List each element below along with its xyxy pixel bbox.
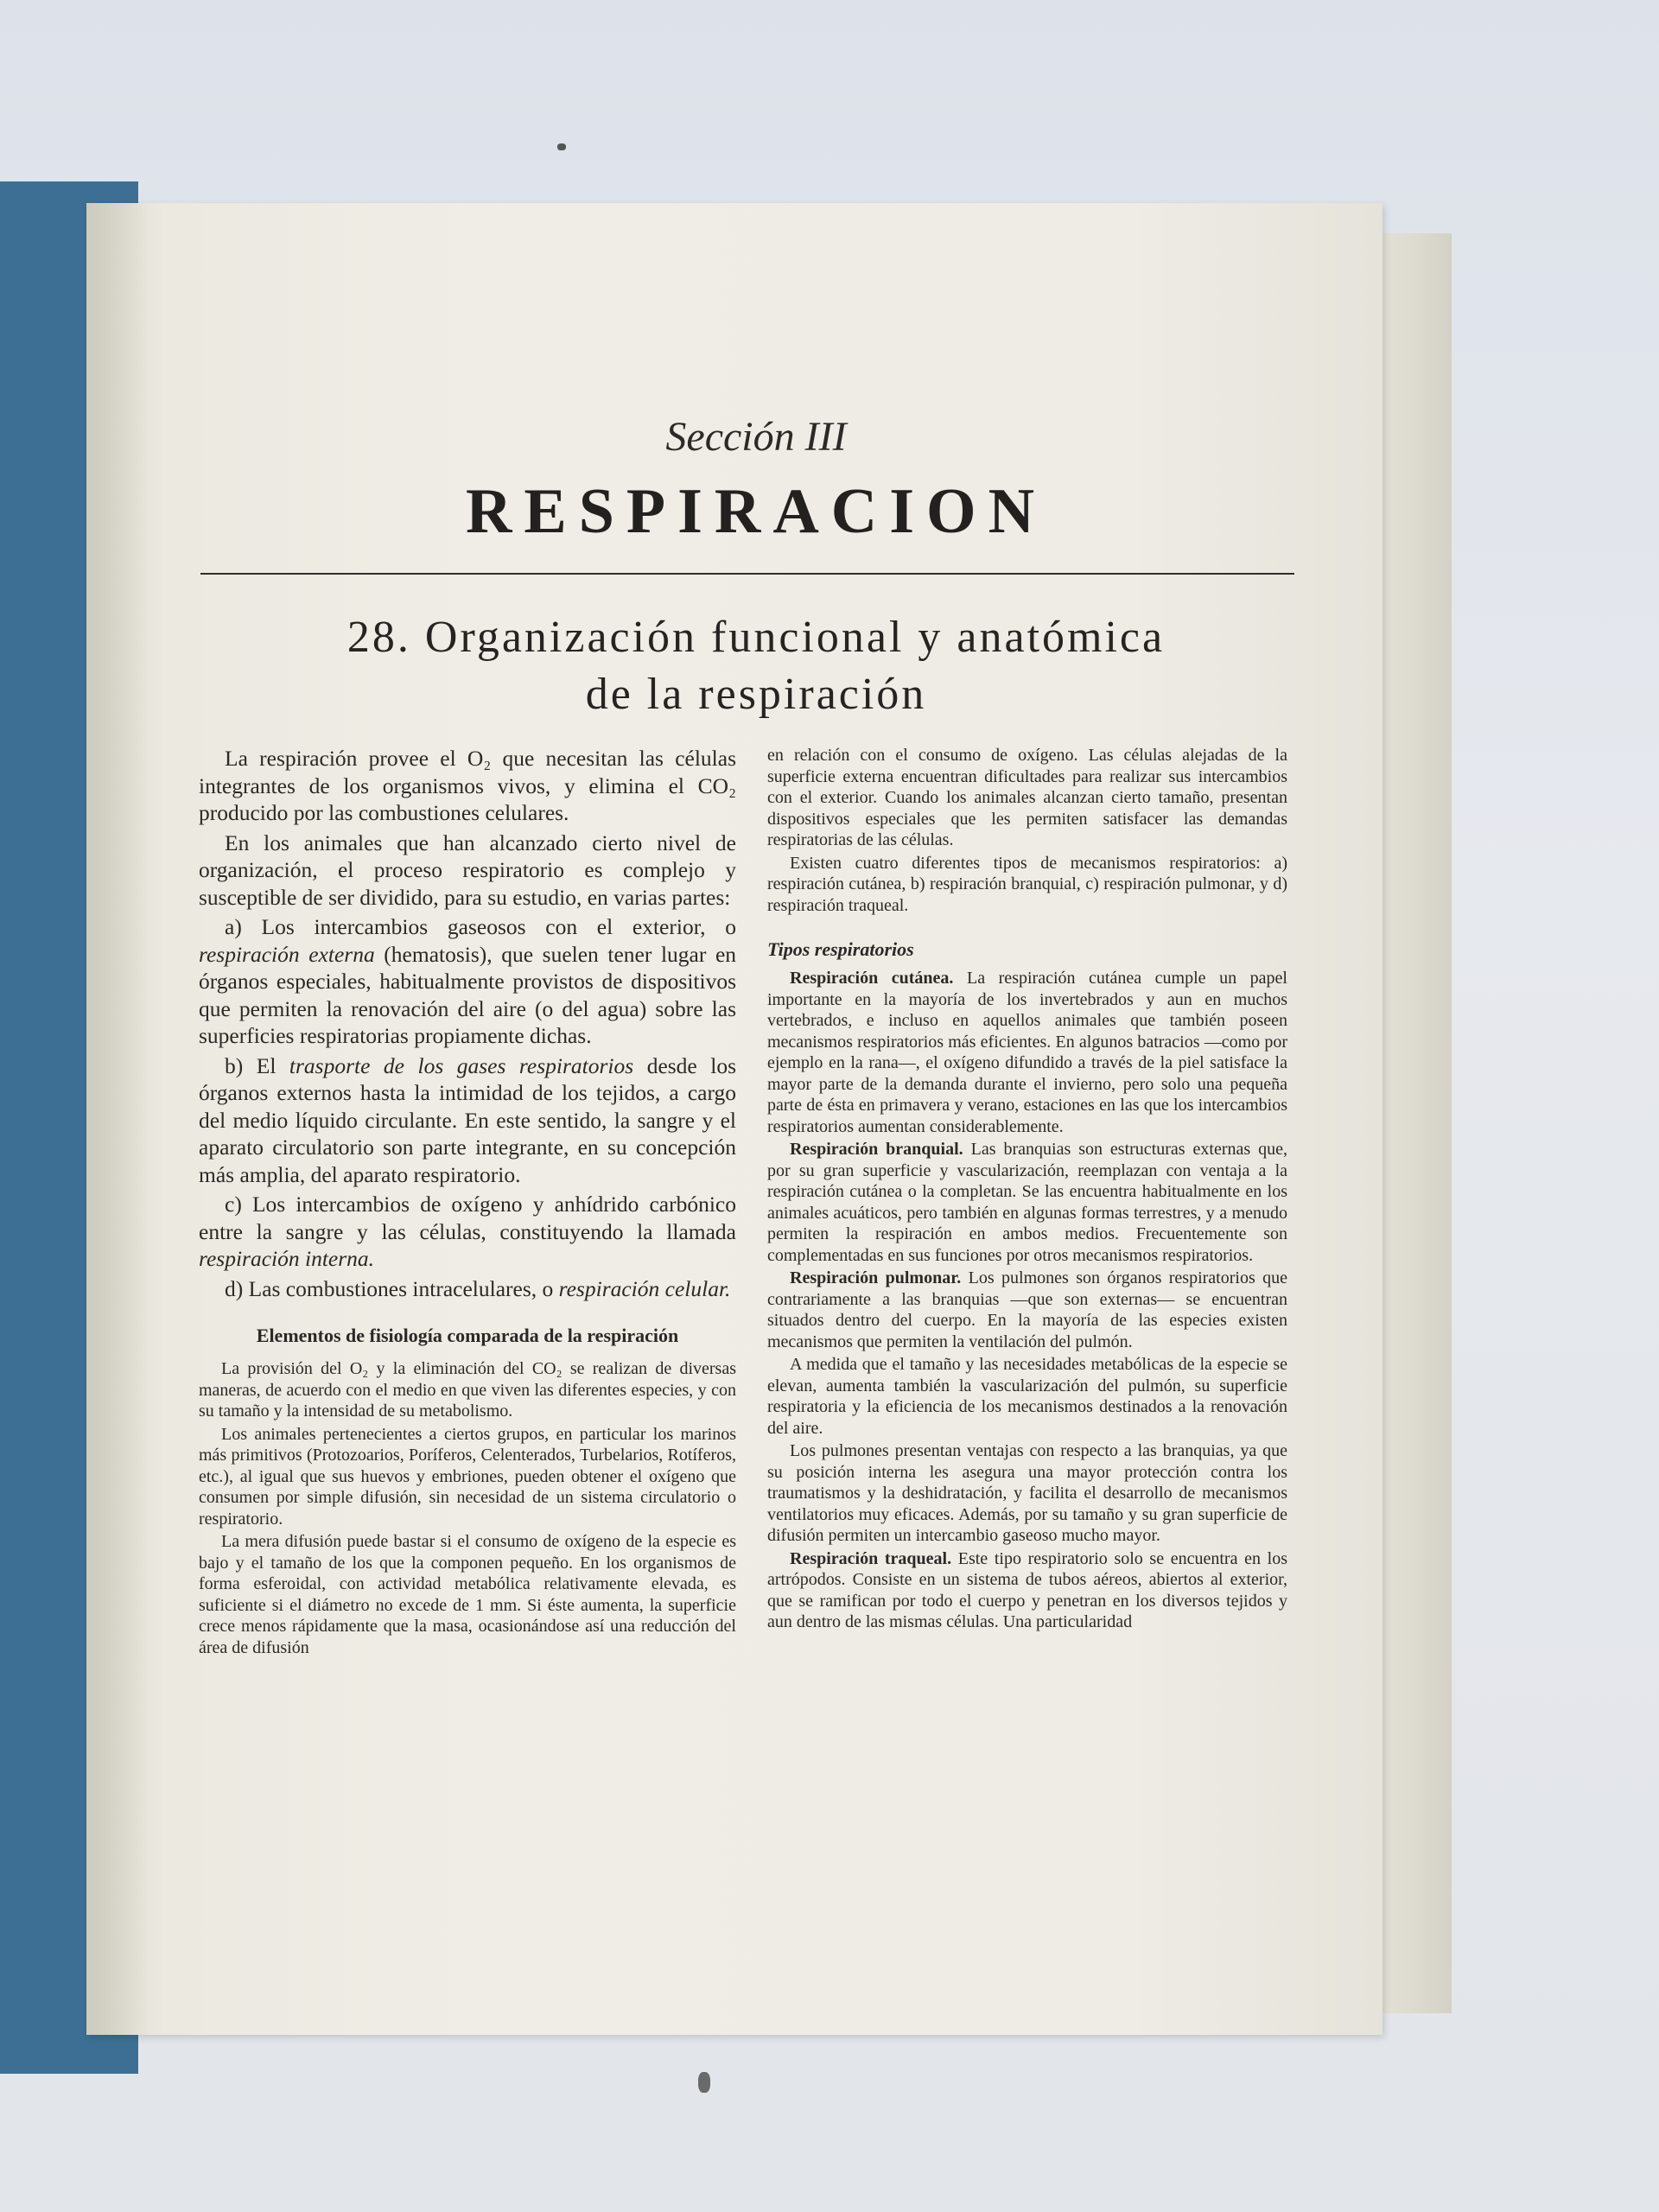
subheading-fisiologia: Elementos de fisiología comparada de la respiración (256, 1325, 679, 1346)
paragraph: Existen cuatro diferentes tipos de mecanismos respiratorios: a) respiración cutánea, b) respiración branquial, c) respiración pulmonar, y d) respiración traqueal. (767, 853, 1287, 915)
list-item-c: c) Los intercambios de oxígeno y anhídrido carbónico entre la sangre y las células, constituyendo la llamada respiración interna. (199, 1192, 736, 1271)
paragraph-cutanea: Respiración cutánea. La respiración cutánea cumple un papel importante en la mayoría de los invertebrados y aun en muchos vertebrados, e incluso en aquellos animales que también poseen mecanismos respiratorios más eficientes. En algunos batracios —como por ejemplo en la rana—, el oxígeno difundido a través de la piel satisface la mayor parte de la demanda durante el invierno, pero solo una pequeña parte de ésta en primavera y verano, estaciones en las que los intercambios respiratorios aumentan considerablemente. (767, 969, 1287, 1136)
chapter-title (207, 609, 1305, 723)
list-item-d: d) Las combustiones intracelulares, o respiración celular. (225, 1275, 731, 1301)
intro-text (199, 745, 736, 1302)
paragraph-pulmonar: Respiración pulmonar. Los pulmones son órganos respiratorios que contrariamente a las branquias —que son externas— se encuentran situados dentro del cuerpo. En la mayoría de las especies existen mecanismos que permiten la ventilación del pulmón. (767, 1268, 1287, 1351)
paragraph-traqueal: Respiración traqueal. Este tipo respiratorio solo se encuentra en los artrópodos. Consiste en un sistema de tubos aéreos, abiertos al exterior, que se ramifican por todo el cuerpo y penetran en los diversos tejidos y aun dentro de las mismas células. Una particularidad (767, 1548, 1287, 1631)
section-label: Sección III (665, 414, 847, 460)
chapter-title-line1: 28. Organización funcional y anatómica (346, 613, 1166, 662)
paragraph: A medida que el tamaño y las necesidades metabólicas de la especie se elevan, aumenta también la vascularización del pulmón, su superficie respiratoria y la eficiencia de los mecanismos destinados a la renovación del aire. (767, 1355, 1287, 1438)
paragraph: Los pulmones presentan ventajas con respecto a las branquias, ya que su posición interna les asegura una mayor protección contra los traumatismos y la deshidratación, y facilita el desarrollo de mecanismos ventilatorios muy eficaces. Además, por su tamaño y su gran superficie de difusión permiten un intercambio gaseoso mucho mayor. (767, 1441, 1287, 1545)
paragraph: La mera difusión puede bastar si el consumo de oxígeno de la especie es bajo y el tamaño de los que la componen pequeño. En los organismos de forma esferoidal, con actividad metabólica relativamente elevada, es suficiente si el diámetro no excede de 1 mm. Si éste aumenta, la superficie crece menos rápidamente que la masa, ocasionándose así una reducción del área de difusión (199, 1532, 736, 1657)
surface-speck (557, 143, 566, 150)
paragraph: Los animales pertenecientes a ciertos grupos, en particular los marinos más primitivos (Protozoarios, Poríferos, Celenterados, Turbelarios, Rotíferos, etc.), al igual que sus huevos y embriones, pueden obtener el oxígeno que consumen por simple difusión, sin necesidad de un sistema circulatorio o respiratorio. (199, 1424, 736, 1529)
paragraph: En los animales que han alcanzado cierto nivel de organización, el proceso respiratorio es complejo y susceptible de ser dividido, para su estudio, en varias partes: (199, 830, 736, 910)
surface-speck (698, 2072, 710, 2093)
paragraph: La respiración provee el O₂ que necesitan las células integrantes de los organismos vivos, y elimina el CO₂ producido por las combustiones celulares. (199, 746, 736, 825)
list-item-b: b) El trasporte de los gases respiratorios desde los órganos externos hasta la intimidad de los tejidos, a cargo del medio líquido circulante. En este sentido, la sangre y el aparato circulatorio son parte integrante, en su concepción más amplia, del aparato respiratorio. (199, 1052, 737, 1187)
right-column (767, 745, 1287, 1635)
left-column (199, 745, 736, 1660)
part-title: RESPIRACION (465, 476, 1047, 547)
paragraph-branquial: Respiración branquial. Las branquias son estructuras externas que, por su gran superficie y vascularización, reemplazan con ventaja a la respiración cutánea o la completan. Se las encuentra habitualmente en los animales acuáticos, pero también en algunas formas terrestres, y a menudo permiten la respiración en ambos medios. Frecuentemente son complementadas en sus funciones por otros mecanismos respiratorios. (767, 1140, 1287, 1265)
page-gutter-shadow (86, 203, 147, 2035)
paragraph: en relación con el consumo de oxígeno. Las células alejadas de la superficie externa encuentran dificultades para realizar sus intercambios con el exterior. Cuando los animales alcanzan cierto tamaño, presentan dispositivos especiales que les permiten satisfacer las demandas respiratorias de las células. (767, 746, 1287, 849)
subheading-tipos: Tipos respiratorios (767, 938, 914, 960)
paragraph: La provisión del O₂ y la eliminación del CO₂ se realizan de diversas maneras, de acuerdo con el medio en que viven las diferentes especies, y con su tamaño y la intensidad de su metabolismo. (199, 1359, 736, 1421)
fisiologia-text (199, 1358, 736, 1658)
chapter-title-line2: de la respiración (585, 670, 927, 719)
title-rule (200, 573, 1294, 575)
list-item-a: a) Los intercambios gaseosos con el exterior, o respiración externa (hematosis), que suelen tener lugar en órganos especiales, habitualmente provistos de dispositivos que permiten la renovación del aire (o del agua) sobre las superficies respiratorias propiamente dichas. (199, 914, 737, 1048)
